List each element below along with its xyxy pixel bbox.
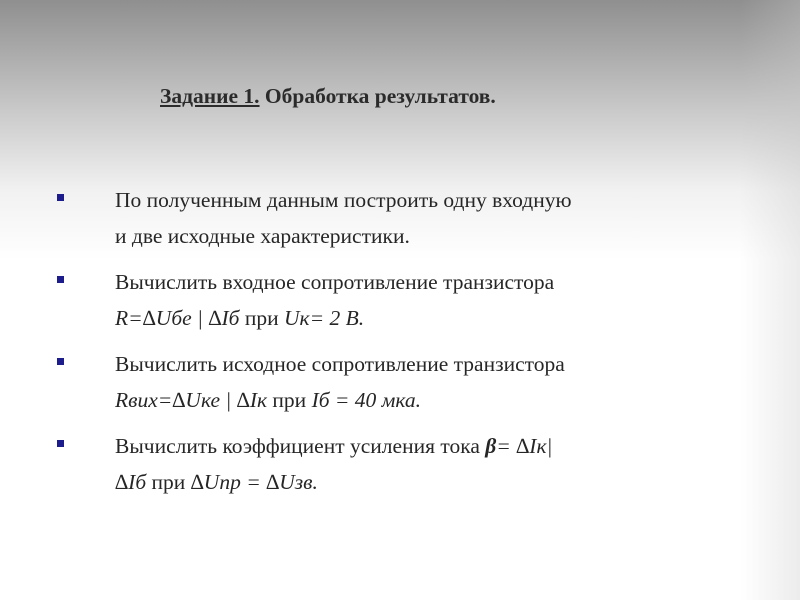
list-item-4	[57, 428, 777, 500]
item-2-condition: Uк= 2 В.	[283, 306, 365, 330]
item-3-line-1: Вычислить исходное сопротивление транзистора	[115, 352, 565, 376]
input-resistance-formula: R=∆Uбе | ∆Iб	[115, 306, 240, 330]
item-4-text: Вычислить коэффициент усиления тока	[115, 434, 486, 458]
square-bullet-icon	[57, 194, 64, 201]
item-2-line-2	[115, 300, 777, 336]
item-4-line-2	[115, 464, 777, 500]
slide-title	[160, 84, 496, 109]
current-gain-formula: = ∆Iк|	[496, 434, 553, 458]
beta-symbol: β	[485, 434, 497, 458]
square-bullet-icon	[57, 276, 64, 283]
item-4-joiner: при	[146, 470, 191, 494]
list-item-1	[57, 182, 777, 254]
title-text: Обработка результатов.	[259, 84, 496, 108]
item-2-line-1: Вычислить входное сопротивление транзистора	[115, 270, 555, 294]
item-2-joiner: при	[239, 306, 284, 330]
square-bullet-icon	[57, 358, 64, 365]
item-4-condition: ∆Uпр = ∆Uзв.	[190, 470, 318, 494]
list-item-3	[57, 346, 777, 418]
item-1-line-2: и две исходные характеристики.	[115, 224, 410, 248]
list-item-2	[57, 264, 777, 336]
item-1-line-1: По полученным данным построить одну входную	[115, 188, 572, 212]
item-3-condition: Iб = 40 мка.	[311, 388, 422, 412]
square-bullet-icon	[57, 440, 64, 447]
title-task-number: Задание 1.	[160, 84, 260, 108]
item-4-line-1	[115, 428, 777, 464]
output-resistance-formula: Rвих=∆Uке | ∆Iк	[115, 388, 268, 412]
current-gain-denominator: ∆Iб	[115, 470, 147, 494]
task-list	[57, 182, 777, 510]
item-3-joiner: при	[267, 388, 312, 412]
item-3-line-2	[115, 382, 777, 418]
